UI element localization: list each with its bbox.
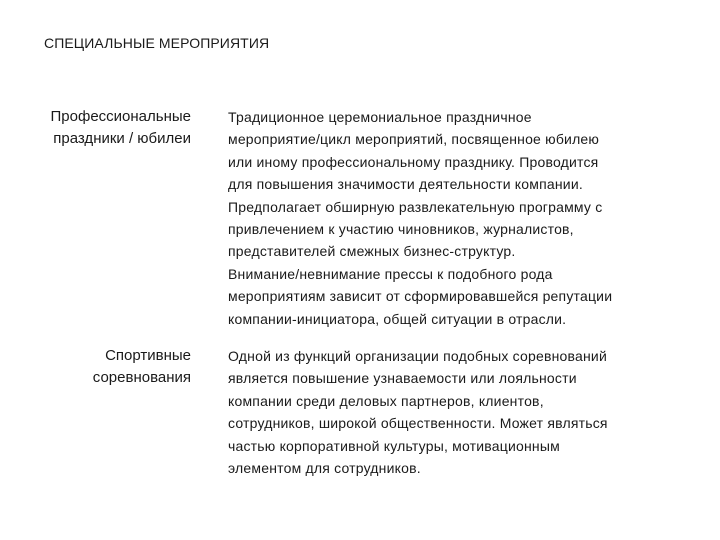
term-label-line: соревнования xyxy=(92,369,191,386)
description-line: Одной из функций организации подобных соревнований xyxy=(228,348,607,364)
description-line: компании-инициатора, общей ситуации в отрасли. xyxy=(228,310,567,327)
description-line: является повышение узнаваемости или лояльности xyxy=(228,370,577,387)
description-line: компании среди деловых партнеров, клиентов, xyxy=(228,392,544,409)
description-line: Предполагает обширную развлекательную программу с xyxy=(228,198,603,215)
term-label xyxy=(11,106,191,150)
description-line: Традиционное церемониальное праздничное xyxy=(228,109,532,125)
term-description xyxy=(228,106,678,330)
description-line: частью корпоративной культуры, мотивационным xyxy=(228,437,560,454)
description-line: мероприятиям зависит от сформировавшейся репутации xyxy=(228,288,613,305)
slide-title: СПЕЦИАЛЬНЫЕ МЕРОПРИЯТИЯ xyxy=(44,35,270,51)
description-line: мероприятие/цикл мероприятий, посвященное юбилею xyxy=(228,131,600,148)
description-line: Внимание/невнимание прессы к подобного рода xyxy=(228,265,553,282)
description-line: или иному профессиональному празднику. Проводится xyxy=(228,153,599,170)
term-label-line: Профессиональные xyxy=(50,108,191,125)
term-label-line: Спортивные xyxy=(105,347,191,364)
description-line: для повышения значимости деятельности компании. xyxy=(228,176,583,193)
description-line: привлечением к участию чиновников, журналистов, xyxy=(228,221,574,238)
term-label-line: праздники / юбилеи xyxy=(53,130,191,147)
description-line: элементом для сотрудников. xyxy=(228,460,421,477)
description-line: сотрудников, широкой общественности. Может являться xyxy=(228,415,608,432)
term-description xyxy=(228,345,678,479)
term-label xyxy=(11,345,191,389)
description-line: представителей смежных бизнес-структур. xyxy=(228,243,516,260)
